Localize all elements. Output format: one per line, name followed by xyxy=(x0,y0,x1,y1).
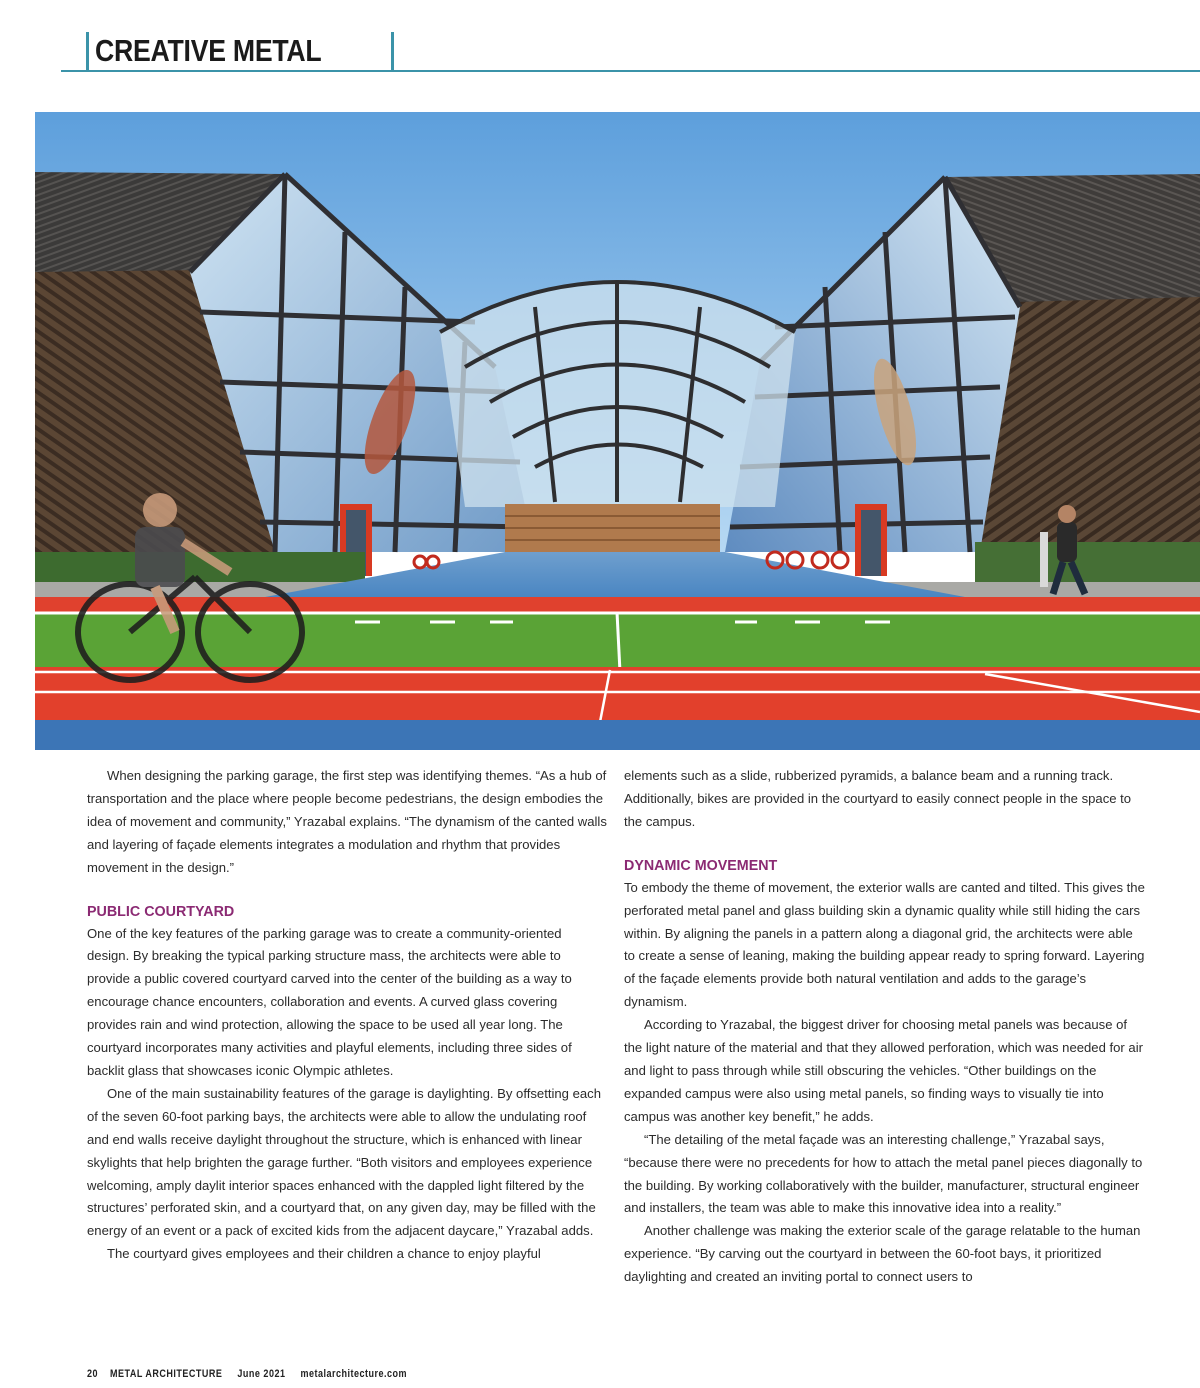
website-link[interactable]: metalarchitecture.com xyxy=(300,1368,408,1380)
section-title: CREATIVE METAL xyxy=(95,33,322,68)
paragraph: elements such as a slide, rubberized pyramids, a balance beam and a running track. Additionally, bikes are provided in the courtyard to easily connect people in the space to the campus. xyxy=(624,768,1132,829)
article-column-right xyxy=(624,765,1146,1289)
header-left-bar xyxy=(86,32,89,72)
header-right-bar xyxy=(391,32,394,72)
publication-name: METAL ARCHITECTURE xyxy=(110,1368,223,1380)
paragraph: To embody the theme of movement, the exterior walls are canted and tilted. This gives the perforated metal panel and glass building skin a dynamic quality while still hiding the cars within. By aligning the panels in a pattern along a diagonal grid, the architects were able to create a sense of leaning, making the building appear ready to spring forward. Layering of the façade elements provide both natural ventilation and adds to the garage’s dynamism. xyxy=(624,879,1145,1010)
issue-date: June 2021 xyxy=(237,1368,286,1380)
page-number: 20 xyxy=(87,1368,99,1380)
paragraph: Another challenge was making the exterior scale of the garage relatable to the human experience. “By carving out the courtyard in between the 60-foot bays, it prioritized daylighting and created an inviting portal to connect users to xyxy=(624,1223,1141,1285)
paragraph: One of the key features of the parking garage was to create a community-oriented design. By breaking the typical parking structure mass, the architects were able to provide a public covered courtyard carved into the center of the building as a way to encourage chance encounters, collaboration and events. A curved glass covering provides rain and wind protection, allowing the space to be used all year long. The courtyard incorporates many activities and playful elements, including three sides of backlit glass that showcases iconic Olympic athletes. xyxy=(87,925,572,1078)
header-rule xyxy=(61,70,1200,72)
hero-photo xyxy=(35,112,1200,750)
subheading-public-courtyard: PUBLIC COURTYARD xyxy=(87,903,235,920)
section-header xyxy=(61,32,1200,72)
paragraph: According to Yrazabal, the biggest driver for choosing metal panels was because of the light nature of the material and that they allowed perforation, which was needed for air and light to pass through while still obscuring the vehicles. “Other buildings on the expanded campus were also using metal panels, so finding ways to visually tie into campus was another key benefit,” he adds. xyxy=(624,1017,1143,1124)
paragraph: The courtyard gives employees and their children a chance to enjoy playful xyxy=(107,1246,541,1262)
page-folio xyxy=(87,1368,407,1380)
paragraph: One of the main sustainability features of the garage is daylighting. By offsetting each of the seven 60-foot parking bays, the architects were able to allow the undulating roof and end walls receive daylight throughout the structure, which is enhanced with linear skylights that help brighten the garage further. “Both visitors and employees experience welcoming, amply daylit interior spaces enhanced with the dappled light filtered by the structures’ perforated skin, and a courtyard that, on any given day, may be filled with the energy of an event or a pack of excited kids from the adjacent daycare,” Yrazabal adds. xyxy=(87,1085,601,1239)
article-column-left xyxy=(87,765,607,1266)
paragraph: When designing the parking garage, the first step was identifying themes. “As a hub of transportation and the place where people become pedestrians, the design embodies the idea of movement and community,” Yrazabal explains. “The dynamism of the canted walls and layering of façade elements integrates a modulation and rhythm that provides movement in the design.” xyxy=(87,768,607,875)
parking-garage-photo xyxy=(35,112,1200,750)
paragraph: “The detailing of the metal façade was an interesting challenge,” Yrazabal says, “because there were no precedents for how to attach the metal panel pieces diagonally to the building. By working collaboratively with the builder, manufacturer, structural engineer and installers, the team was able to make this innovative idea into a reality.” xyxy=(624,1131,1143,1216)
subheading-dynamic-movement: DYNAMIC MOVEMENT xyxy=(624,857,778,874)
